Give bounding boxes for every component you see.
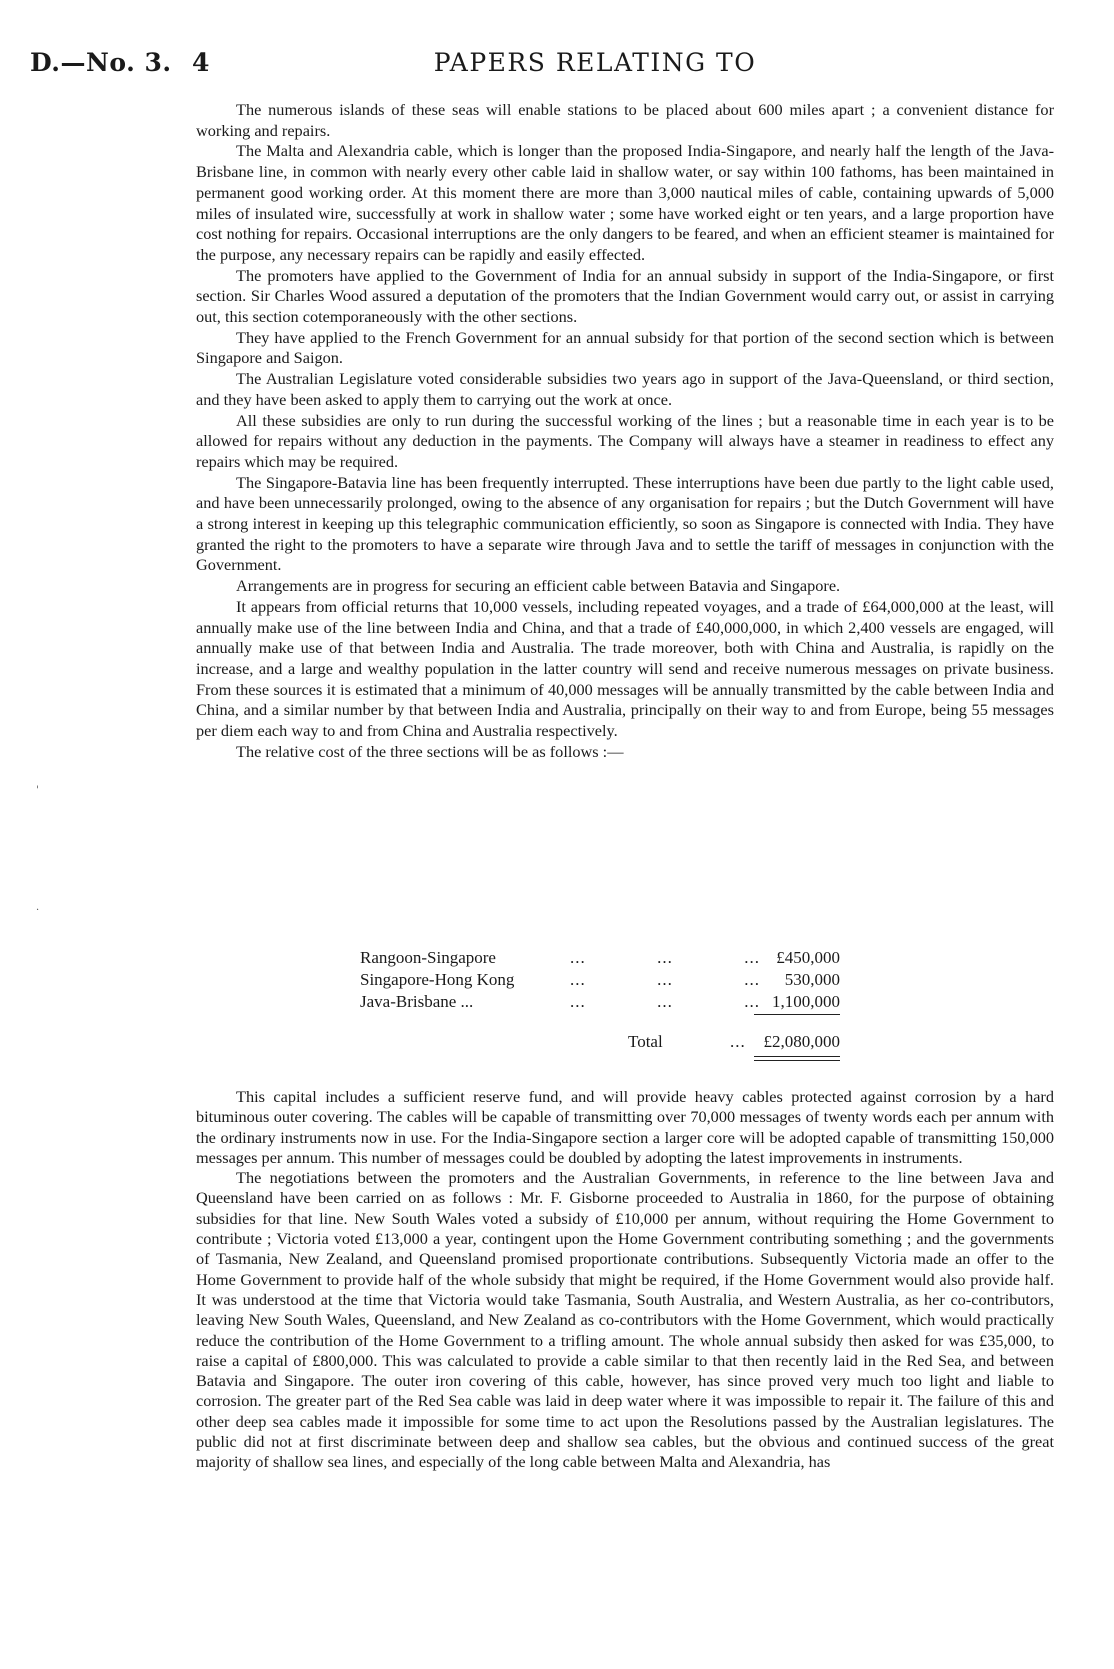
total-double-rule	[754, 1056, 840, 1064]
paragraph: The numerous islands of these seas will enable stations to be placed about 600 miles apart ; a convenient distance for working and repairs.	[196, 100, 1054, 140]
paragraph: It appears from official returns that 10,000 vessels, including repeated voyages, and a trade of £64,000,000 at the least, will annually make use of the line between India and China, and that a trade of £40,000,000, in which 2,400 vessels are engaged, will annually make use of that between India and Australia. The trade moreover, both with China and Australia, is rapidly on the increase, and a large and wealthy population in the latter country will send and receive numerous messages on private business. From these sources it is estimated that a minimum of 40,000 messages will be annually transmitted by the cable between India and China, and a similar number by that between India and Australia, principally on their way to and from Europe, being 55 messages per diem each way to and from China and Australia respectively.	[196, 596, 1054, 741]
total-label: Total	[628, 1032, 663, 1051]
paragraph: The negotiations between the promoters and the Australian Governments, in reference to the line between Java and Queensland have been carried on as follows : Mr. F. Gisborne proceeded to Australia in 1860, for the purpose of obtaining subsidies for that line. New South Wales voted a subsidy of £10,000 per annum, without requiring the Home Government to contribute ; Victoria voted £13,000 a year, contingent upon the Home Government contributing something ; and the governments of Tasmania, New Zealand, and Queensland promised proportionate contributions. Subsequently Victoria made an offer to the Home Government to provide half of the whole subsidy that might be required, if the Home Government would also provide half. It was understood at the time that Victoria would take Tasmania, South Australia, and Western Australia, as her co-contributors, leaving New South Wales, Queensland, and New Zealand as co-contributors with the Home Government, which would practically reduce the contribution of the Home Government to a trifling amount. The whole annual subsidy then asked for was £35,000, to raise a capital of £800,000. This was calculated to provide a cable similar to that then recently laid in the Red Sea, and between Batavia and Singapore. The outer iron covering of this cable, however, has since proved very much too light and liable to corrosion. The greater part of the Red Sea cable was laid in deep water where it was impossible to repair it. The failure of this and other deep sea cables made it impossible for some time to act upon the Resolutions passed by the Australian legislatures. The public did not at first discriminate between deep and shallow sea cables, but the obvious and continued success of the great majority of shallow sea lines, and especially of the long cable between Malta and Alexandria, has	[196, 1168, 1054, 1472]
section-name: Singapore-Hong Kong	[360, 970, 515, 989]
body-text-bottom	[196, 1087, 1054, 1473]
paragraph: The Singapore-Batavia line has been frequently interrupted. These interruptions have been due partly to the light cable used, and have been unnecessarily prolonged, owing to the absence of any organisation for repairs ; but the Dutch Government will have a strong interest in keeping up this telegraphic communication efficiently, so soon as Singapore is connected with India. They have granted the right to the promoters to have a separate wire through Java and to settle the tariff of messages in conjunction with the Government.	[196, 472, 1054, 575]
cost-table	[360, 948, 880, 1064]
total-amount: £2,080,000	[763, 1032, 840, 1051]
leader-dots: ... ... ...	[570, 948, 760, 967]
paragraph: The promoters have applied to the Government of India for an annual subsidy in support of the India-Singapore, or first section. Sir Charles Wood assured a deputation of the promoters that the Indian Government would carry out, or assist in carrying out, this section cotemporaneously with the other sections.	[196, 265, 1054, 327]
paragraph: This capital includes a sufficient reserve fund, and will provide heavy cables protected against corrosion by a hard bituminous outer covering. The cables will be capable of transmitting over 70,000 messages of twenty words each per annum with the ordinary instruments now in use. For the India-Singapore section a larger core will be adopted capable of transmitting 150,000 messages per annum. This number of messages could be doubled by adopting the latest improvements in instruments.	[196, 1087, 1054, 1167]
paragraph: Arrangements are in progress for securing an efficient cable between Batavia and Singapore.	[236, 576, 841, 596]
total-row	[360, 1032, 880, 1056]
cost-row	[360, 948, 880, 970]
page-header	[30, 48, 1060, 88]
section-name: Rangoon-Singapore	[360, 948, 496, 967]
scan-speck: ·	[36, 905, 40, 916]
paragraph: The relative cost of the three sections will be as follows :—	[236, 741, 624, 761]
section-name: Java-Brisbane ...	[360, 992, 474, 1011]
body-text-top	[196, 100, 1054, 763]
cost-row	[360, 992, 880, 1014]
leader-dots: ...	[730, 1032, 746, 1051]
leader-dots: ... ... ...	[570, 970, 760, 989]
paragraph: The Australian Legislature voted considerable subsidies two years ago in support of the Java-Queensland, or third section, and they have been asked to apply them to carrying out the work at once.	[196, 369, 1054, 409]
subtotal-rule	[754, 1014, 840, 1015]
section-amount: 530,000	[784, 970, 840, 989]
leader-dots: ... ... ...	[570, 992, 760, 1011]
scan-speck: '	[36, 785, 39, 796]
paragraph: All these subsidies are only to run during the successful working of the lines ; but a reasonable time in each year is to be allowed for repairs without any deduction in the payments. The Company will always have a steamer in readiness to effect any repairs which may be required.	[196, 410, 1054, 471]
paragraph: The Malta and Alexandria cable, which is longer than the proposed India-Singapore, and nearly half the length of the Java-Brisbane line, in common with nearly every other cable laid in shallow water, or say within 100 fathoms, has been maintained in permanent good working order. At this moment there are more than 3,000 nautical miles of cable, containing upwards of 5,000 miles of insulated wire, successfully at work in shallow water ; some have worked eight or ten years, and a large proportion have cost nothing for repairs. Occasional interruptions are the only dangers to be feared, and when an efficient steamer is maintained for the purpose, any necessary repairs can be rapidly and easily effected.	[196, 141, 1054, 264]
document-code: D.—No. 3.	[30, 48, 172, 77]
cost-row	[360, 970, 880, 992]
section-amount: 1,100,000	[772, 992, 840, 1011]
running-title: PAPERS RELATING TO	[433, 48, 757, 77]
page-number: 4	[192, 48, 210, 77]
paragraph: They have applied to the French Government for an annual subsidy for that portion of the second section which is between Singapore and Saigon.	[196, 327, 1054, 368]
section-amount: £450,000	[776, 948, 840, 967]
